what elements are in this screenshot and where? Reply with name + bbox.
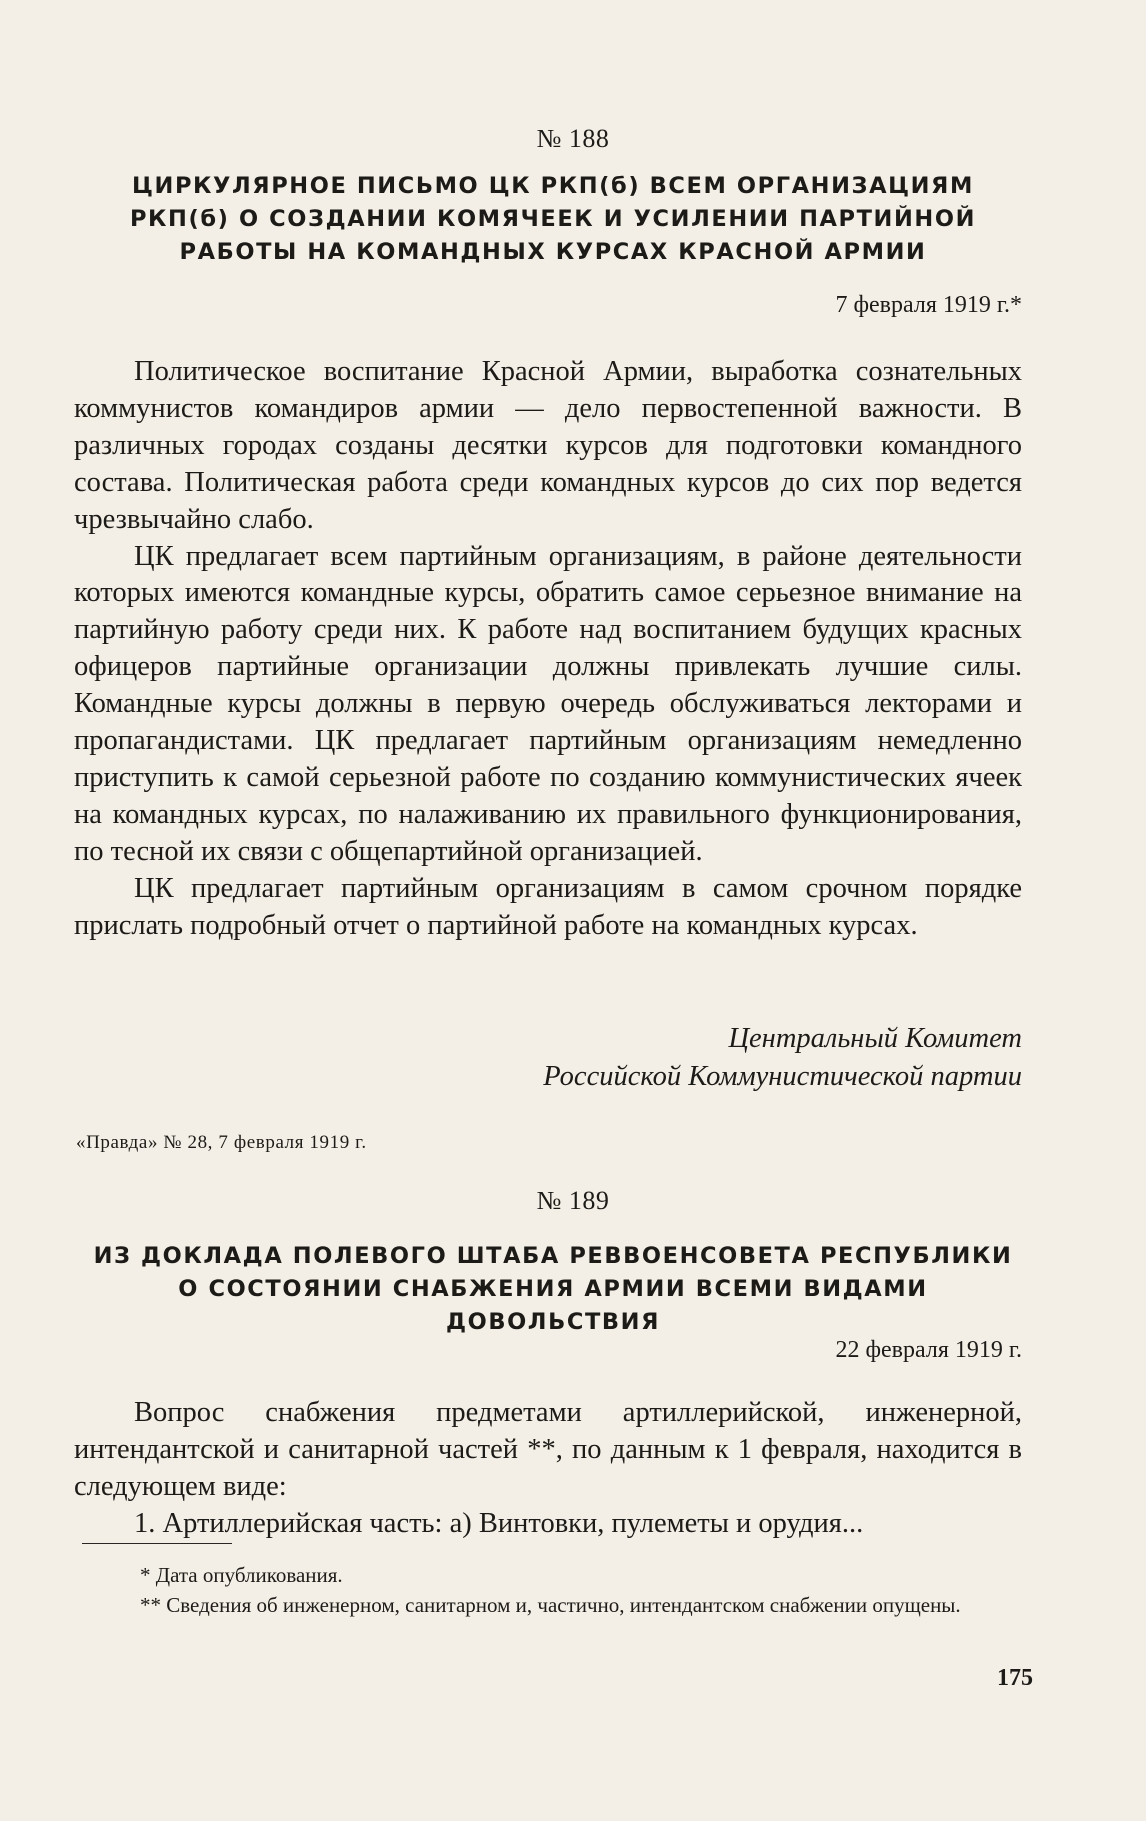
doc189-title-line: ДОВОЛЬСТВИЯ (445, 1309, 661, 1335)
doc189-date: 22 февраля 1919 г. (835, 1337, 1022, 1363)
footnote-divider (82, 1543, 232, 1544)
doc188-date: 7 февраля 1919 г.* (835, 292, 1022, 318)
doc188-signature (543, 1020, 1022, 1096)
doc189-number: № 189 (536, 1186, 610, 1215)
doc188-body (74, 354, 1022, 945)
doc189-body (74, 1395, 1022, 1543)
paragraph: ЦК предлагает партийным организациям в самом срочном порядке прислать подробный отчет о партийной работе на командных курсах. (74, 872, 1022, 941)
paragraph: Вопрос снабжения предметами артиллерийской, инженерной, интендантской и санитарной частей **, по данным к 1 февраля, находится в следующем виде: (74, 1397, 1022, 1502)
doc189-title-line: О СОСТОЯНИИ СНАБЖЕНИЯ АРМИИ ВСЕМИ ВИДАМИ (178, 1276, 928, 1302)
signature-line: Российской Коммунистической партии (543, 1061, 1022, 1092)
footnote: * Дата опубликования. (140, 1563, 343, 1587)
footnote: ** Сведения об инженерном, санитарном и, частично, интендантском снабжении опущены. (140, 1593, 961, 1617)
doc189-title (80, 1240, 1026, 1339)
page-number: 175 (997, 1665, 1033, 1691)
doc189-title-line: ИЗ ДОКЛАДА ПОЛЕВОГО ШТАБА РЕВВОЕНСОВЕТА РЕСПУБЛИКИ (93, 1243, 1013, 1269)
doc188-number: № 188 (536, 124, 610, 153)
doc188-title-line: РКП(б) О СОЗДАНИИ КОМЯЧЕЕК И УСИЛЕНИИ ПАРТИЙНОЙ (129, 206, 977, 232)
paragraph: ЦК предлагает всем партийным организациям, в районе деятельности которых имеются командные курсы, обратить самое серьезное внимание на партийную работу среди них. К работе над воспитанием будущих красных офицеров партийные организации должны привлекать лучшие силы. Командные курсы должны в первую очередь обслуживаться лекторами и пропагандистами. ЦК предлагает партийным организациям немедленно приступить к самой серьезной работе по созданию коммунистических ячеек на командных курсах, по налаживанию их правильного функционирования, по тесной их связи с общепартийной организацией. (74, 540, 1022, 867)
doc188-source: «Правда» № 28, 7 февраля 1919 г. (76, 1132, 367, 1153)
doc188-title (80, 170, 1026, 269)
paragraph: Политическое воспитание Красной Армии, выработка сознательных коммунистов командиров армии — дело первостепенной важности. В различных городах созданы десятки курсов для подготовки командного состава. Политическая работа среди командных курсов до сих пор ведется чрезвычайно слабо. (74, 356, 1022, 535)
paragraph: 1. Артиллерийская часть: а) Винтовки, пулеметы и орудия... (134, 1507, 864, 1539)
footnotes (80, 1560, 1026, 1620)
doc188-title-line: ЦИРКУЛЯРНОЕ ПИСЬМО ЦК РКП(б) ВСЕМ ОРГАНИЗАЦИЯМ (132, 173, 974, 199)
doc188-title-line: РАБОТЫ НА КОМАНДНЫХ КУРСАХ КРАСНОЙ АРМИИ (179, 239, 927, 265)
signature-line: Центральный Комитет (728, 1023, 1022, 1054)
